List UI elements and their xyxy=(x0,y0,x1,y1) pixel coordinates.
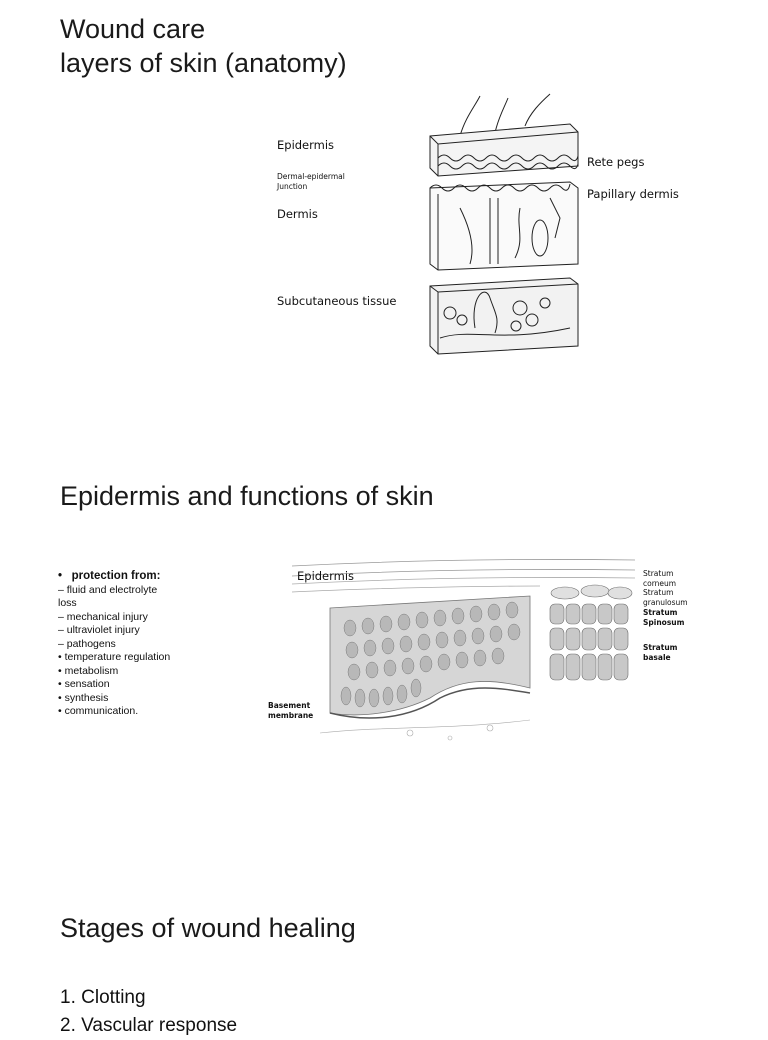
basement-line-2: membrane xyxy=(268,711,314,720)
list-item: 1. Clotting xyxy=(60,987,146,1008)
granulosum-line-2: granulosum xyxy=(643,598,688,607)
stages-list xyxy=(60,984,237,1040)
label-stratum-corneum xyxy=(643,569,676,589)
title-line-2: layers of skin (anatomy) xyxy=(60,48,347,78)
list-head-text: protection from: xyxy=(71,570,161,582)
section-title-epidermis: Epidermis and functions of skin xyxy=(60,481,434,511)
corneum-line-2: corneum xyxy=(643,579,677,588)
corneum-line-1: Stratum xyxy=(643,569,674,578)
list-item: – pathogens xyxy=(58,637,116,650)
spinosum-line-1: Stratum xyxy=(643,608,678,617)
basale-line-2: basale xyxy=(643,653,671,662)
title-line-1: Wound care xyxy=(60,14,206,44)
list-item: 2. Vascular response xyxy=(60,1015,238,1036)
list-item: – fluid and electrolyte xyxy=(58,583,158,596)
list-item: • metabolism xyxy=(58,664,119,677)
spinosum-line-2: Spinosum xyxy=(643,618,685,627)
label-epidermis-2: Epidermis xyxy=(297,569,355,583)
dej-line-2: Junction xyxy=(277,182,308,191)
skin-layers-diagram xyxy=(420,88,585,360)
list-item: • temperature regulation xyxy=(58,651,171,663)
functions-list xyxy=(58,570,170,719)
label-subcutaneous-tissue: Subcutaneous tissue xyxy=(277,294,397,308)
section-title-stages: Stages of wound healing xyxy=(60,913,356,943)
page-title xyxy=(60,12,347,80)
label-stratum-basale xyxy=(643,643,678,663)
label-stratum-granulosum xyxy=(643,588,688,608)
label-dermal-epidermal-junction xyxy=(277,172,345,192)
list-head: • protection from: xyxy=(58,570,161,582)
basement-line-1: Basement xyxy=(268,701,311,710)
list-item: – mechanical injury xyxy=(58,610,148,623)
list-item: – ultraviolet injury xyxy=(58,624,140,636)
list-item: • synthesis xyxy=(58,691,109,704)
basale-line-1: Stratum xyxy=(643,643,678,652)
label-basement-membrane xyxy=(268,701,313,721)
label-rete-pegs: Rete pegs xyxy=(587,155,645,169)
label-dermis: Dermis xyxy=(277,207,318,221)
label-epidermis: Epidermis xyxy=(277,138,335,152)
dej-line-1: Dermal-epidermal xyxy=(277,172,345,181)
label-stratum-spinosum xyxy=(643,608,684,628)
granulosum-line-1: Stratum xyxy=(643,588,674,597)
list-item: loss xyxy=(58,597,77,609)
list-item: • sensation xyxy=(58,678,110,690)
list-item: • communication. xyxy=(58,705,139,717)
label-papillary-dermis: Papillary dermis xyxy=(587,187,679,201)
